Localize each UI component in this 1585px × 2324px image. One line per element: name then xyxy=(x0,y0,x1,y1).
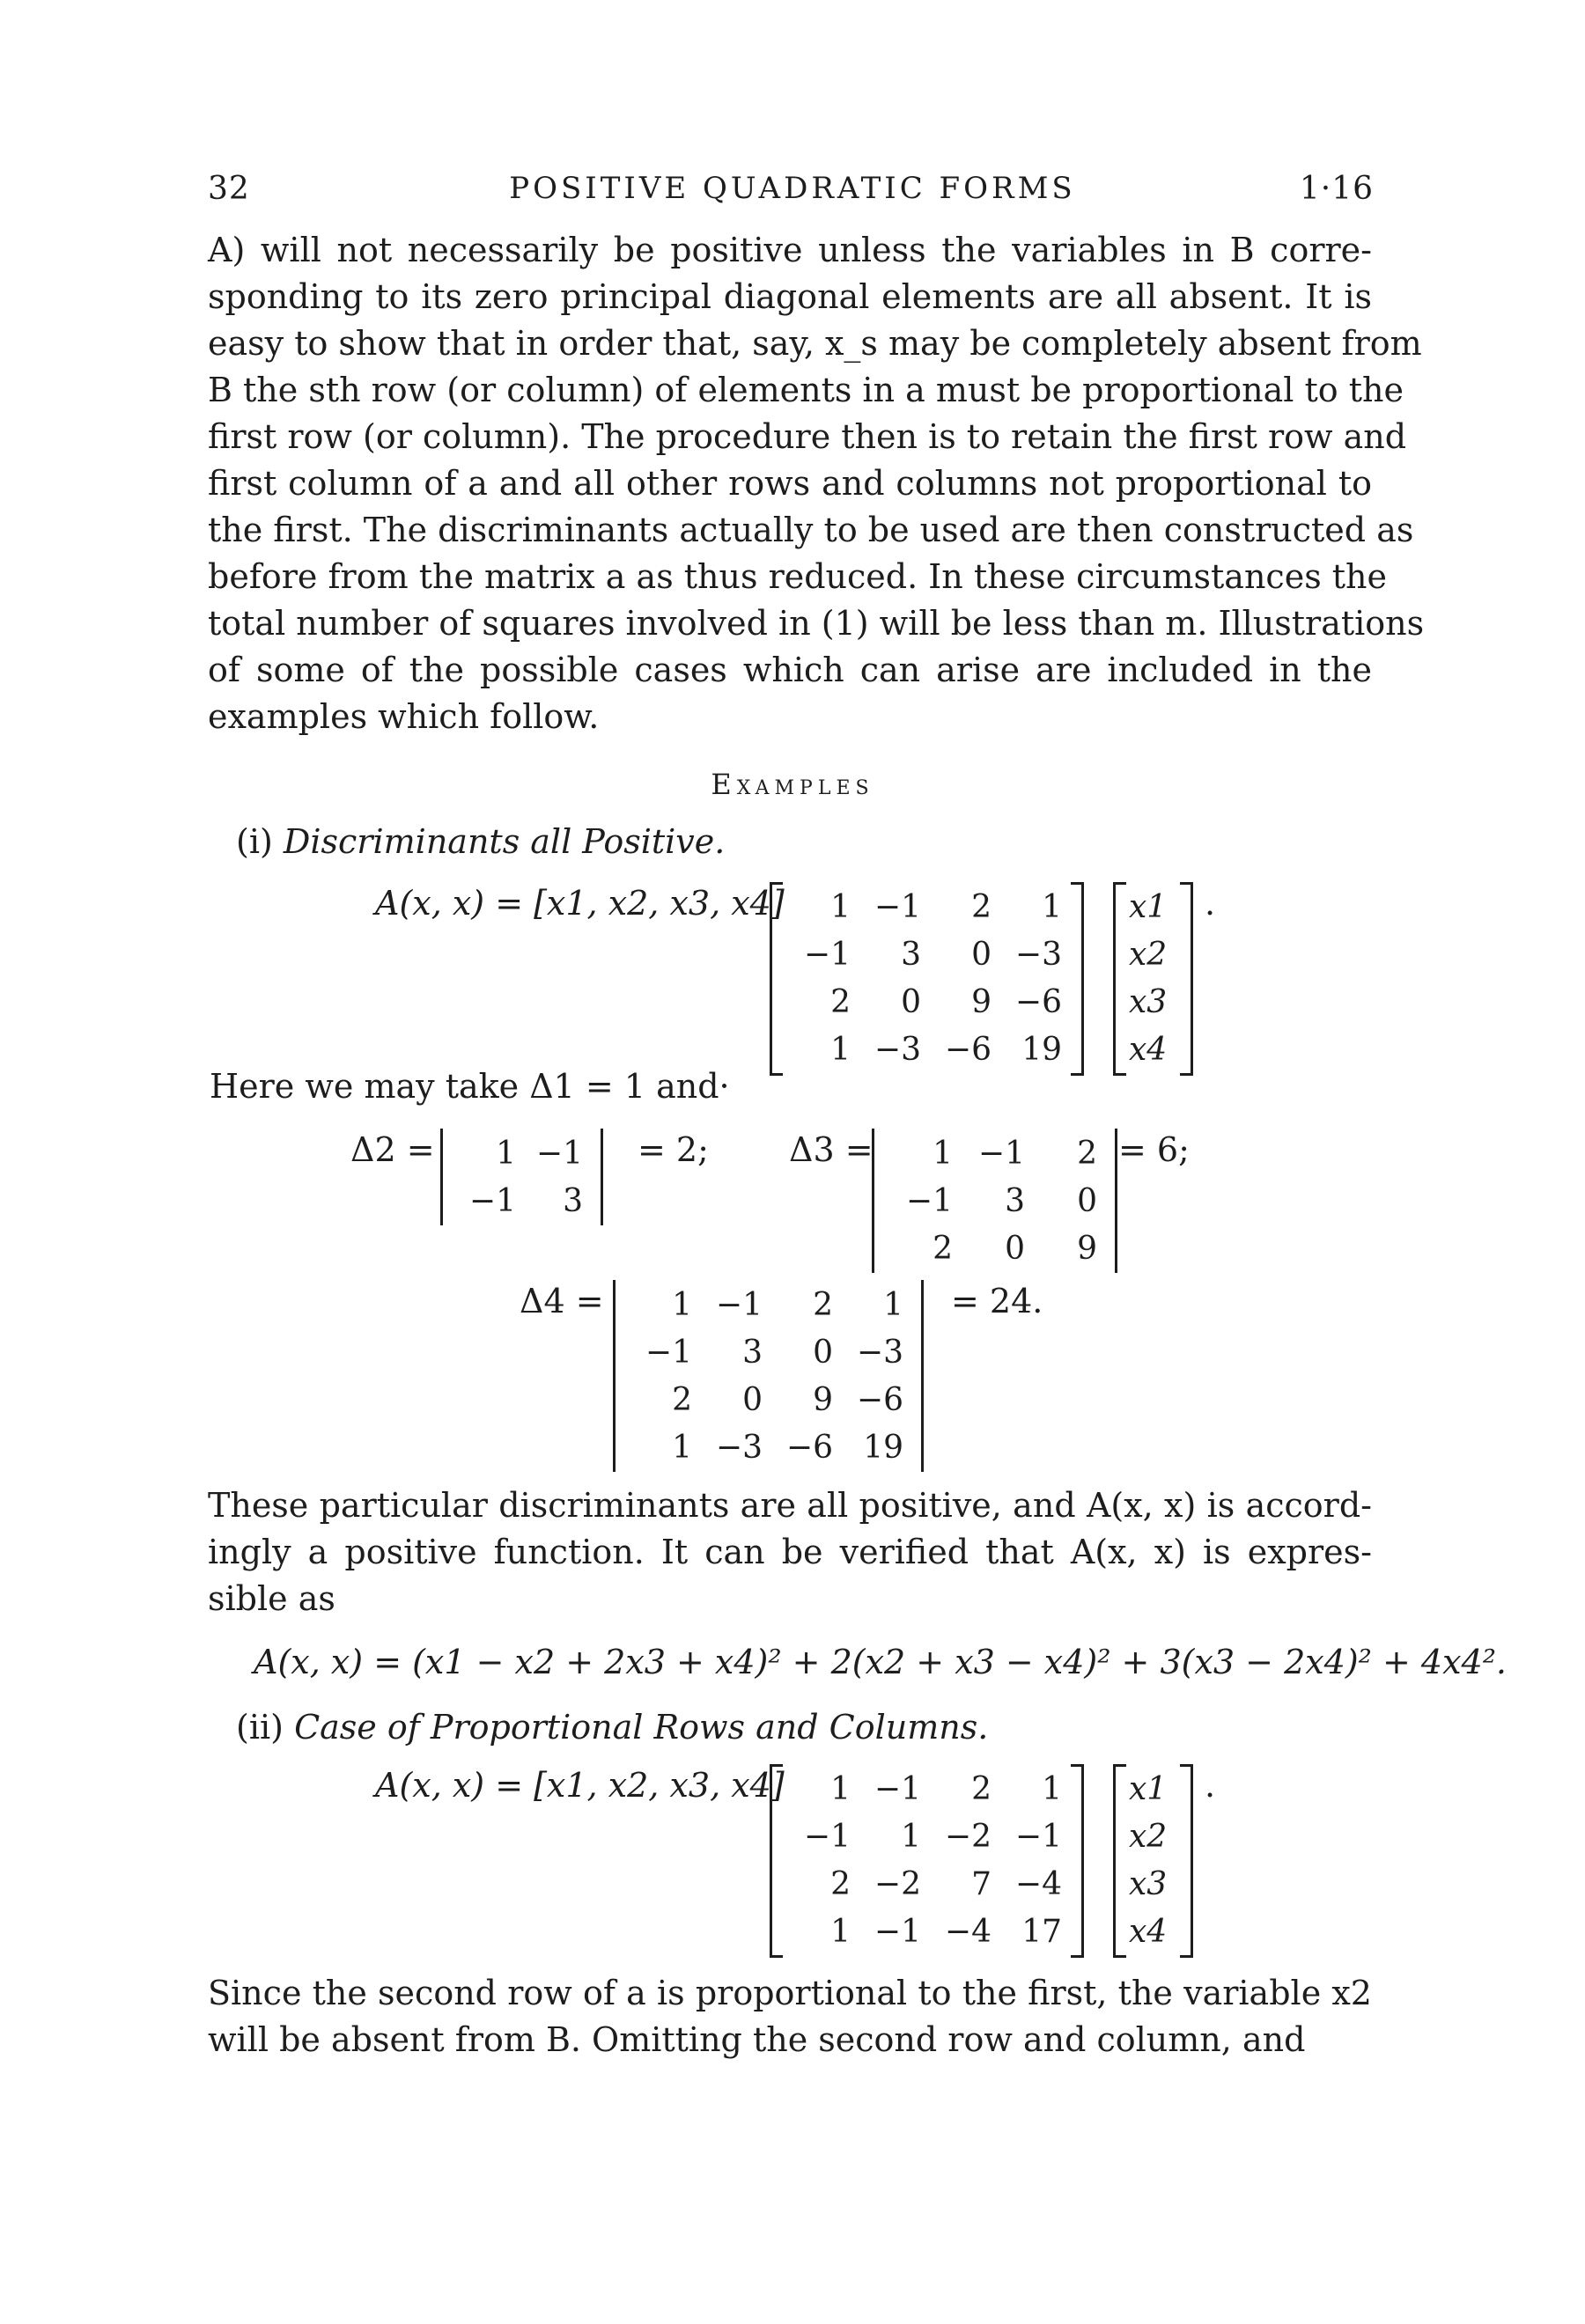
matrix-cell: −2 xyxy=(874,1866,921,1902)
text-line: ingly a positive function. It can be verified that A(x, x) is expres- xyxy=(208,1533,1372,1571)
delta2-value: = 2; xyxy=(638,1130,709,1169)
determinant-bar-left xyxy=(440,1129,443,1225)
text-line: will be absent from B. Omitting the second row and column, and xyxy=(208,2020,1306,2059)
matrix-cell: 1 xyxy=(901,1819,921,1855)
matrix-cell: −3 xyxy=(715,1430,763,1466)
matrix-cell: −3 xyxy=(856,1335,903,1371)
matrix-cell: −1 xyxy=(715,1287,763,1323)
matrix-cell: 1 xyxy=(883,1287,903,1323)
matrix-cell: 0 xyxy=(1077,1183,1097,1219)
matrix-grid xyxy=(785,884,1067,1074)
matrix-cell: 1 xyxy=(830,1914,851,1950)
matrix-cell: 1 xyxy=(1042,889,1062,925)
matrix-cell: 3 xyxy=(1005,1183,1025,1219)
matrix-grid xyxy=(627,1282,909,1472)
example2-heading xyxy=(236,1708,988,1747)
matrix-cell: 1 xyxy=(830,1771,851,1807)
delta4-value: = 24. xyxy=(951,1282,1043,1320)
delta4-label: Δ4 = xyxy=(520,1282,604,1320)
vector-entry: x1 xyxy=(1129,1771,1168,1807)
matrix-cell: 9 xyxy=(1077,1231,1097,1267)
matrix-cell: −3 xyxy=(1014,937,1062,973)
text-line: of some of the possible cases which can arise are included in the xyxy=(208,651,1372,689)
text-line: first column of a and all other rows and columns not proportional to xyxy=(208,464,1372,503)
matrix-cell: 2 xyxy=(830,984,851,1020)
delta2-label: Δ2 = xyxy=(350,1130,435,1169)
matrix-cell: 1 xyxy=(830,889,851,925)
matrix-cell: −1 xyxy=(803,1819,851,1855)
vector-entry: x4 xyxy=(1129,1914,1168,1950)
matrix-cell: −1 xyxy=(874,1914,921,1950)
matrix-cell: −4 xyxy=(1014,1866,1062,1902)
matrix-cell: 9 xyxy=(813,1382,833,1418)
vector-right-bracket xyxy=(1180,1764,1193,1958)
text-line: These particular discriminants are all positive, and A(x, x) is accord- xyxy=(208,1486,1372,1525)
matrix-cell: 2 xyxy=(933,1231,953,1267)
determinant-bar-right xyxy=(1115,1129,1117,1273)
text-line: the first. The discriminants actually to be used are then constructed as xyxy=(208,511,1414,549)
running-title: POSITIVE QUADRATIC FORMS xyxy=(509,171,1076,206)
example1-heading xyxy=(236,822,725,861)
left-bracket xyxy=(770,882,783,1076)
vector-entry: x2 xyxy=(1129,937,1168,973)
matrix-cell: −2 xyxy=(944,1819,992,1855)
matrix-cell: 1 xyxy=(933,1136,953,1172)
matrix-grid xyxy=(886,1130,1102,1273)
right-bracket xyxy=(1071,882,1084,1076)
matrix-cell: −3 xyxy=(874,1032,921,1068)
text-line: sible as xyxy=(208,1579,335,1618)
text-line: easy to show that in order that, say, x_s may be completely absent from xyxy=(208,324,1422,363)
vector-entry: x2 xyxy=(1129,1819,1168,1855)
expansion-formula: A(x, x) = (x1 − x2 + 2x3 + x4)² + 2(x2 + x3 − x4)² + 3(x3 − 2x4)² + 4x4². xyxy=(254,1643,1508,1681)
column-vector xyxy=(1129,884,1167,1074)
example1-period: . xyxy=(1205,884,1216,923)
matrix-cell: −1 xyxy=(803,937,851,973)
matrix-cell: 2 xyxy=(672,1382,692,1418)
text-line: A) will not necessarily be positive unless the variables in B corre- xyxy=(208,231,1372,269)
example1-label: (i) xyxy=(236,822,273,861)
determinant-bar-right xyxy=(921,1280,924,1472)
matrix-cell: 0 xyxy=(813,1335,833,1371)
text-line: sponding to its zero principal diagonal elements are all absent. It is xyxy=(208,277,1372,316)
conclusion-paragraph xyxy=(208,1482,1372,1622)
vector-left-bracket xyxy=(1113,1764,1126,1958)
example2-label: (ii) xyxy=(236,1708,284,1747)
vector-entry: x3 xyxy=(1129,1866,1168,1902)
matrix-cell: 3 xyxy=(901,937,921,973)
matrix-cell: −4 xyxy=(944,1914,992,1950)
delta3-value: = 6; xyxy=(1118,1130,1190,1169)
determinant-bar-left xyxy=(872,1129,874,1273)
matrix-cell: 2 xyxy=(971,889,992,925)
matrix-cell: −1 xyxy=(874,889,921,925)
examples-heading: Examples xyxy=(711,768,874,801)
here-text: Here we may take Δ1 = 1 and· xyxy=(210,1067,730,1106)
text-line: before from the matrix a as thus reduced. In these circumstances the xyxy=(208,557,1388,596)
matrix-cell: 17 xyxy=(1021,1914,1062,1950)
column-vector xyxy=(1129,1766,1167,1956)
text-line: Since the second row of a is proportional to the first, the variable x2 xyxy=(208,1974,1372,2012)
matrix-cell: −6 xyxy=(856,1382,903,1418)
matrix-cell: −1 xyxy=(905,1183,953,1219)
matrix-cell: 3 xyxy=(742,1335,763,1371)
example1-title: Discriminants all Positive. xyxy=(283,822,726,861)
matrix-cell: 1 xyxy=(830,1032,851,1068)
matrix-cell: −1 xyxy=(1014,1819,1062,1855)
matrix-cell: −1 xyxy=(874,1771,921,1807)
matrix-cell: −1 xyxy=(645,1335,692,1371)
text-line: B the sth row (or column) of elements in a must be proportional to the xyxy=(208,371,1404,409)
matrix-cell: 0 xyxy=(971,937,992,973)
matrix-cell: 1 xyxy=(672,1287,692,1323)
vector-entry: x1 xyxy=(1129,889,1168,925)
text-line: total number of squares involved in (1) will be less than m. Illustrations xyxy=(208,604,1425,643)
determinant-bar-right xyxy=(601,1129,603,1225)
matrix-cell: 1 xyxy=(672,1430,692,1466)
closing-paragraph xyxy=(208,1970,1372,2063)
matrix-cell: −1 xyxy=(535,1136,583,1172)
left-bracket xyxy=(770,1764,783,1958)
matrix-cell: 9 xyxy=(971,984,992,1020)
matrix-cell: 0 xyxy=(901,984,921,1020)
matrix-cell: 7 xyxy=(971,1866,992,1902)
text-line: first row (or column). The procedure then is to retain the first row and xyxy=(208,417,1407,456)
matrix-cell: −6 xyxy=(1014,984,1062,1020)
example2-period: . xyxy=(1205,1766,1216,1805)
matrix-cell: 2 xyxy=(813,1287,833,1323)
vector-left-bracket xyxy=(1113,882,1126,1076)
matrix-cell: −1 xyxy=(977,1136,1025,1172)
determinant-bar-left xyxy=(613,1280,616,1472)
example1-lhs: A(x, x) = [x1, x2, x3, x4] xyxy=(375,884,785,923)
matrix-cell: 19 xyxy=(1021,1032,1062,1068)
page-number: 32 xyxy=(208,171,250,207)
vector-entry: x4 xyxy=(1129,1032,1168,1068)
right-bracket xyxy=(1071,1764,1084,1958)
text-line: examples which follow. xyxy=(208,697,600,736)
matrix-cell: −6 xyxy=(944,1032,992,1068)
matrix-grid xyxy=(785,1766,1067,1956)
matrix-cell: 19 xyxy=(863,1430,903,1466)
matrix-cell: 1 xyxy=(1042,1771,1062,1807)
delta3-label: Δ3 = xyxy=(789,1130,874,1169)
matrix-grid xyxy=(454,1130,588,1225)
example2-lhs: A(x, x) = [x1, x2, x3, x4] xyxy=(375,1766,785,1805)
matrix-cell: 3 xyxy=(563,1183,583,1219)
intro-paragraph xyxy=(208,227,1425,740)
matrix-cell: −6 xyxy=(785,1430,833,1466)
matrix-cell: 0 xyxy=(742,1382,763,1418)
vector-right-bracket xyxy=(1180,882,1193,1076)
matrix-cell: 2 xyxy=(830,1866,851,1902)
matrix-cell: 2 xyxy=(971,1771,992,1807)
matrix-cell: 1 xyxy=(496,1136,516,1172)
matrix-cell: 0 xyxy=(1005,1231,1025,1267)
matrix-cell: 2 xyxy=(1077,1136,1097,1172)
section-number: 1·16 xyxy=(1299,171,1374,207)
vector-entry: x3 xyxy=(1129,984,1168,1020)
matrix-cell: −1 xyxy=(468,1183,516,1219)
example2-title: Case of Proportional Rows and Columns. xyxy=(294,1708,989,1747)
